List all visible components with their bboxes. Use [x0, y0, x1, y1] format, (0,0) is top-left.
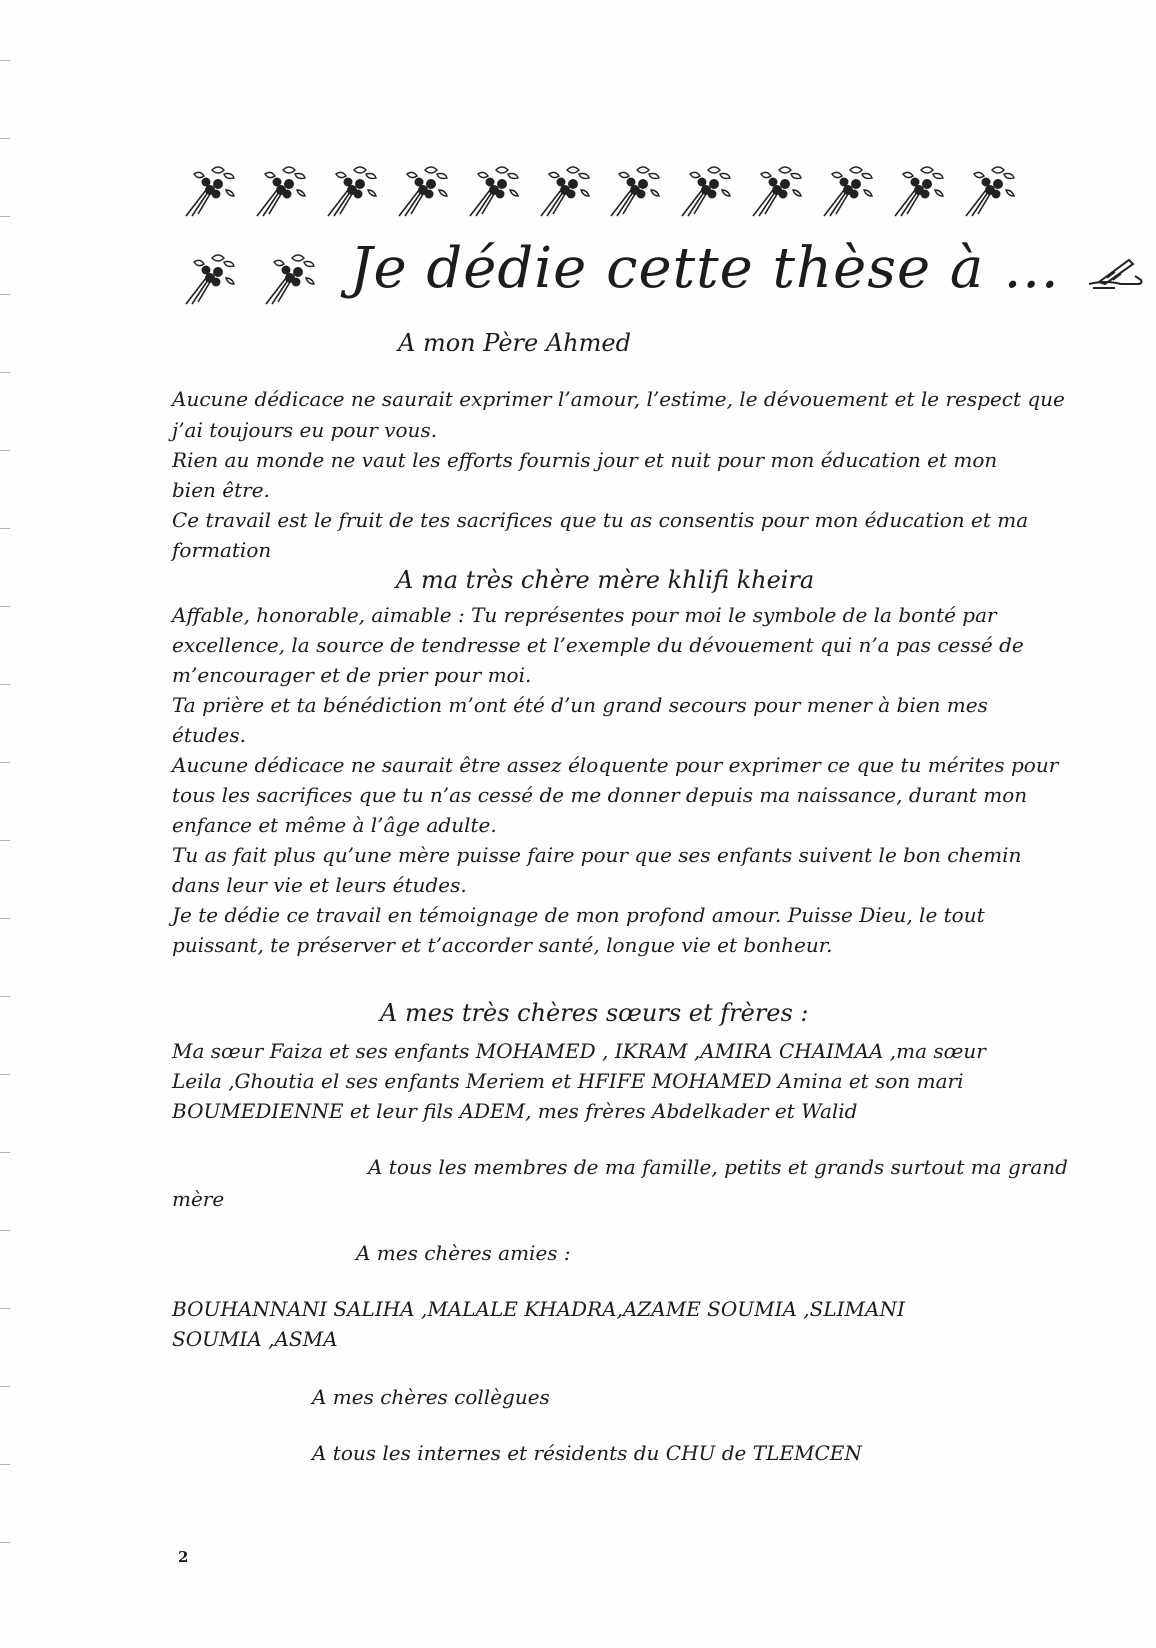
- binding-mark: [0, 1308, 10, 1309]
- binding-mark: [0, 138, 10, 139]
- friends-line-2: SOUMIA ,ASMA: [172, 1327, 338, 1351]
- father-line-5: Ce travail est le fruit de tes sacrifices que tu as consentis pour mon éducation et ma: [172, 508, 1029, 532]
- binding-mark: [0, 1230, 10, 1231]
- family-line-2: mère: [172, 1187, 225, 1211]
- friends-line-1: BOUHANNANI SALIHA ,MALALE KHADRA,AZAME SOUMIA ,SLIMANI: [172, 1297, 905, 1321]
- binding-mark: [0, 840, 10, 841]
- mother-line-12: puissant, te préserver et t’accorder santé, longue vie et bonheur.: [172, 933, 833, 957]
- heading-father: A mon Père Ahmed: [398, 329, 631, 357]
- mother-line-4: Ta prière et ta bénédiction m’ont été d’un grand secours pour mener à bien mes: [172, 693, 988, 717]
- binding-mark: [0, 1464, 10, 1465]
- father-line-1: Aucune dédicace ne saurait exprimer l’amour, l’estime, le dévouement et le respect que: [172, 387, 1065, 411]
- mother-line-1: Affable, honorable, aimable : Tu représentes pour moi le symbole de la bonté par: [172, 603, 997, 627]
- flower-ornament-row: [180, 160, 1020, 220]
- interns-line: A tous les internes et résidents du CHU de TLEMCEN: [312, 1441, 862, 1465]
- heading-mother: A ma très chère mère khlifi kheira: [396, 566, 815, 594]
- flower-ornament-icon: [180, 160, 240, 220]
- page-title: [350, 236, 1145, 301]
- father-line-4: bien être.: [172, 478, 270, 502]
- binding-mark: [0, 996, 10, 997]
- mother-line-5: études.: [172, 723, 247, 747]
- binding-mark: [0, 216, 10, 217]
- siblings-line-1: Ma sœur Faiza et ses enfants MOHAMED , IKRAM ,AMIRA CHAIMAA ,ma sœur: [172, 1039, 986, 1063]
- mother-line-9: Tu as fait plus qu’une mère puisse faire pour que ses enfants suivent le bon chemin: [172, 843, 1022, 867]
- flower-ornament-row-2: [180, 248, 320, 308]
- father-line-6: formation: [172, 538, 272, 562]
- flower-ornament-icon: [251, 160, 311, 220]
- binding-mark: [0, 762, 10, 763]
- flower-ornament-icon: [960, 160, 1020, 220]
- title-text: Je dédie cette thèse à …: [350, 236, 1061, 301]
- mother-line-10: dans leur vie et leurs études.: [172, 873, 467, 897]
- binding-mark: [0, 684, 10, 685]
- binding-mark: [0, 60, 10, 61]
- binding-mark: [0, 1542, 10, 1543]
- siblings-line-2: Leila ,Ghoutia el ses enfants Meriem et HFIFE MOHAMED Amina et son mari: [172, 1069, 964, 1093]
- family-line-1: A tous les membres de ma famille, petits et grands surtout ma grand: [368, 1155, 1068, 1179]
- flower-ornament-icon: [322, 160, 382, 220]
- binding-mark: [0, 918, 10, 919]
- binding-mark: [0, 1152, 10, 1153]
- binding-marks: [0, 60, 14, 1620]
- flower-ornament-icon: [818, 160, 878, 220]
- heading-siblings: A mes très chères sœurs et frères :: [380, 999, 809, 1027]
- binding-mark: [0, 1386, 10, 1387]
- siblings-line-3: BOUMEDIENNE et leur fils ADEM, mes frères Abdelkader et Walid: [172, 1099, 858, 1123]
- binding-mark: [0, 528, 10, 529]
- colleagues-line: A mes chères collègues: [312, 1385, 550, 1409]
- mother-line-8: enfance et même à l’âge adulte.: [172, 813, 497, 837]
- flower-ornament-icon: [260, 248, 320, 308]
- binding-mark: [0, 1074, 10, 1075]
- flower-ornament-icon: [180, 248, 240, 308]
- binding-mark: [0, 294, 10, 295]
- flower-ornament-icon: [464, 160, 524, 220]
- flower-ornament-icon: [535, 160, 595, 220]
- binding-mark: [0, 450, 10, 451]
- binding-mark: [0, 606, 10, 607]
- mother-line-7: tous les sacrifices que tu n’as cessé de me donner depuis ma naissance, durant mon: [172, 783, 1028, 807]
- father-line-3: Rien au monde ne vaut les efforts fournis jour et nuit pour mon éducation et mon: [172, 448, 998, 472]
- mother-line-2: excellence, la source de tendresse et l’exemple du dévouement qui n’a pas cessé de: [172, 633, 1024, 657]
- flower-ornament-icon: [605, 160, 665, 220]
- mother-line-3: m’encourager et de prier pour moi.: [172, 663, 532, 687]
- writing-hand-icon: [1085, 254, 1145, 292]
- page-number: 2: [178, 1548, 189, 1566]
- flower-ornament-icon: [393, 160, 453, 220]
- father-line-2: j’ai toujours eu pour vous.: [172, 418, 438, 442]
- mother-line-11: Je te dédie ce travail en témoignage de mon profond amour. Puisse Dieu, le tout: [172, 903, 985, 927]
- flower-ornament-icon: [889, 160, 949, 220]
- flower-ornament-icon: [747, 160, 807, 220]
- flower-ornament-icon: [676, 160, 736, 220]
- mother-line-6: Aucune dédicace ne saurait être assez éloquente pour exprimer ce que tu mérites pour: [172, 753, 1059, 777]
- heading-friends: A mes chères amies :: [356, 1241, 571, 1265]
- binding-mark: [0, 372, 10, 373]
